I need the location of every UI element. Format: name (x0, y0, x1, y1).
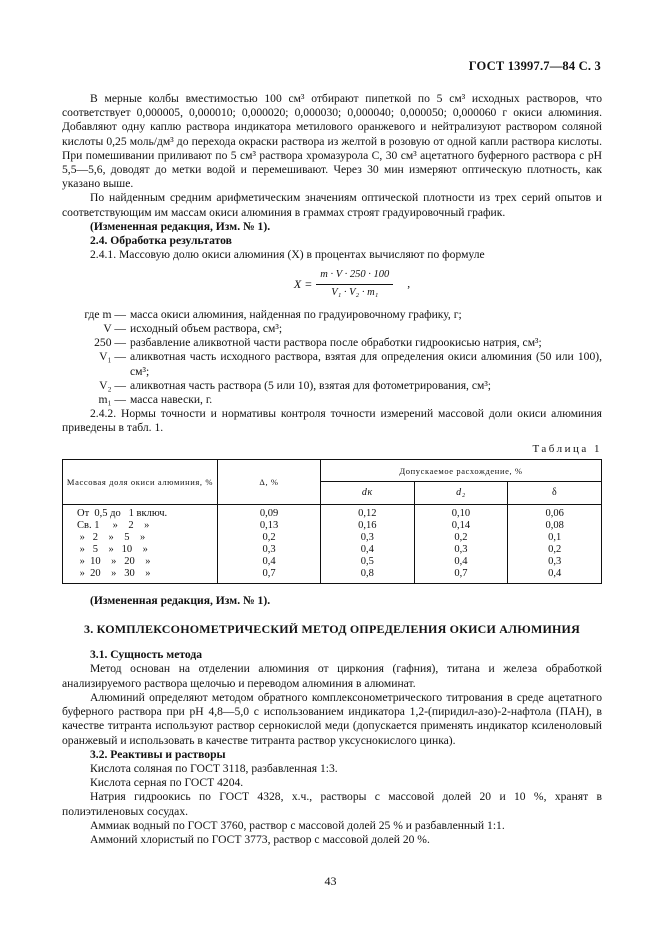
variable-description: масса окиси алюминия, найденная по градуировочному графику, г; (130, 307, 462, 321)
cell-dk: 0,5 (321, 556, 415, 568)
revision-note: (Измененная редакция, Изм. № 1). (90, 219, 271, 233)
cell-dk: 0,8 (321, 568, 415, 584)
cell-dk: 0,12 (321, 504, 415, 520)
formula (102, 268, 602, 299)
variable-symbol: 250 — (94, 336, 126, 350)
cell-d2: 0,14 (414, 520, 508, 532)
variable-description: масса навески, г. (130, 393, 213, 407)
variable-description: аликвотная часть раствора (5 или 10), взятая для фотометрирования, см³; (130, 378, 492, 392)
formula-numerator: m · V · 250 · 100 (316, 268, 393, 284)
table-caption: Таблица 1 (532, 442, 602, 455)
cell-range: » 10 » 20 » (63, 556, 218, 568)
cell-d2: 0,3 (414, 544, 508, 556)
variable-symbol: где m — (84, 307, 126, 321)
variable-description: разбавление аликвотной части раствора после обработки гидроокисью натрия, см³; (130, 336, 542, 350)
variable-symbol: V — (103, 322, 126, 336)
table-subheader-delta-small: δ (508, 482, 602, 505)
cell-delta: 0,09 (218, 504, 321, 520)
variable-definition (62, 379, 602, 393)
cell-delta: 0,2 (218, 532, 321, 544)
paragraph-2-4-2: 2.4.2. Нормы точности и нормативы контроля точности измерений массовой доли окиси алюминия приведены в табл. 1. (62, 407, 602, 435)
heading-3-2: 3.2. Реактивы и растворы (90, 747, 226, 761)
table-row (63, 544, 602, 556)
cell-range: От 0,5 до 1 включ. (63, 504, 218, 520)
cell-s: 0,06 (508, 504, 602, 520)
cell-range: Св. 1 » 2 » (63, 520, 218, 532)
paragraph-3-1-titration: Алюминий определяют методом обратного комплексонометрического титрования в среде ацетатного буферного раствора при pH 4,8—5,0 с использованием индикатора 1,2-(пиридил-азо)-2-нафтола (ПАН), в качестве титранта используют раствор сернокислой меди (допускается применять индикатор ксиленоловый оранжевый и использовать в качестве титранта раствор уксуснокислого цинка). (62, 690, 602, 747)
cell-dk: 0,3 (321, 532, 415, 544)
cell-s: 0,4 (508, 568, 602, 584)
revision-note: (Измененная редакция, Изм. № 1). (90, 593, 271, 607)
formula-fraction (316, 268, 393, 299)
cell-s: 0,2 (508, 544, 602, 556)
page-header: ГОСТ 13997.7—84 С. 3 (468, 59, 601, 73)
variable-definition (62, 350, 602, 378)
variable-symbol: V₂ — (99, 378, 126, 392)
heading-3-1: 3.1. Сущность метода (90, 648, 203, 662)
page-number: 43 (324, 874, 337, 888)
cell-d2: 0,2 (414, 532, 508, 544)
table-header-allowed: Допускаемое расхождение, % (321, 459, 602, 482)
cell-delta: 0,3 (218, 544, 321, 556)
accuracy-table (62, 459, 602, 584)
section-3-title: 3. КОМПЛЕКСОНОМЕТРИЧЕСКИЙ МЕТОД ОПРЕДЕЛЕНИЯ ОКИСИ АЛЮМИНИЯ (84, 622, 580, 637)
reagent-item: Аммиак водный по ГОСТ 3760, раствор с массовой долей 25 % и разбавленный 1:1. (90, 818, 505, 832)
paragraph-calibration-solutions: В мерные колбы вместимостью 100 см³ отбирают пипеткой по 5 см³ исходных растворов, что соответствует 0,000005, 0,000010; 0,000020; 0,000030; 0,000040; 0,000050; 0,000060 г окиси алюминия. Добавляют одну каплю раствора индикатора метилового оранжевого и нейтрализуют раствором соляной кислоты 0,25 моль/дм³ до перехода окраски раствора из желтой в розовую от одной капли раствора кислоты. При помешивании приливают по 5 см³ раствора хромазурола С, 30 см³ ацетатного буферного раствора с pH 5,5—5,6, доводят до метки водой и перемешивают. Через 30 мин измеряют оптическую плотность, как указано выше. (62, 92, 602, 191)
table-row (63, 520, 602, 532)
cell-d2: 0,7 (414, 568, 508, 584)
variable-definition (62, 393, 602, 407)
reagent-item: Натрия гидроокись по ГОСТ 4328, х.ч., растворы с массовой долей 20 и 10 %, хранят в полиэтиленовых сосудах. (62, 790, 602, 818)
table-row (63, 556, 602, 568)
formula-lhs: X = (293, 277, 313, 292)
reagent-item: Кислота соляная по ГОСТ 3118, разбавленная 1:3. (90, 761, 338, 775)
page-content (62, 92, 602, 847)
paragraph-2-4-1: 2.4.1. Массовую долю окиси алюминия (X) в процентах вычисляют по формуле (90, 248, 485, 262)
cell-s: 0,3 (508, 556, 602, 568)
variable-description: аликвотная часть исходного раствора, взятая для определения окиси алюминия (50 или 100), см³; (130, 350, 602, 378)
reagent-item: Кислота серная по ГОСТ 4204. (90, 776, 244, 790)
cell-dk: 0,16 (321, 520, 415, 532)
cell-s: 0,08 (508, 520, 602, 532)
table-row (63, 504, 602, 520)
variable-definition (62, 336, 602, 350)
formula-denominator: V₁ · V₂ · m₁ (331, 286, 379, 298)
table-row (63, 532, 602, 544)
variable-description: исходный объем раствора, см³; (130, 322, 283, 336)
formula-trail: , (407, 277, 411, 291)
variable-definition (62, 308, 602, 322)
cell-delta: 0,7 (218, 568, 321, 584)
cell-d2: 0,4 (414, 556, 508, 568)
variable-definition (62, 322, 602, 336)
paragraph-3-1-method: Метод основан на отделении алюминия от циркония (гафния), титана и железа обработкой анализируемого раствора щелочью и переводом алюминия в алюминат. (62, 662, 602, 690)
table-header-mass: Массовая доля окиси алюминия, % (63, 459, 218, 504)
cell-d2: 0,10 (414, 504, 508, 520)
table-subheader-dk: dк (321, 482, 415, 505)
table-subheader-d2: d₂ (414, 482, 508, 505)
reagent-item: Аммоний хлористый по ГОСТ 3773, раствор с массовой долей 20 %. (90, 832, 430, 846)
cell-delta: 0,4 (218, 556, 321, 568)
variable-definitions (62, 308, 602, 407)
cell-range: » 20 » 30 » (63, 568, 218, 584)
cell-dk: 0,4 (321, 544, 415, 556)
heading-2-4: 2.4. Обработка результатов (90, 234, 232, 248)
cell-delta: 0,13 (218, 520, 321, 532)
cell-s: 0,1 (508, 532, 602, 544)
cell-range: » 5 » 10 » (63, 544, 218, 556)
table-row (63, 568, 602, 584)
paragraph-calibration-graph: По найденным средним арифметическим значениям оптической плотности из трех серий опытов и соответствующим им массам окиси алюминия в граммах строят градуировочный график. (62, 191, 602, 219)
table-header-delta: Δ, % (218, 459, 321, 504)
cell-range: » 2 » 5 » (63, 532, 218, 544)
variable-symbol: V₁ — (99, 350, 126, 364)
variable-symbol: m₁ — (98, 393, 126, 407)
